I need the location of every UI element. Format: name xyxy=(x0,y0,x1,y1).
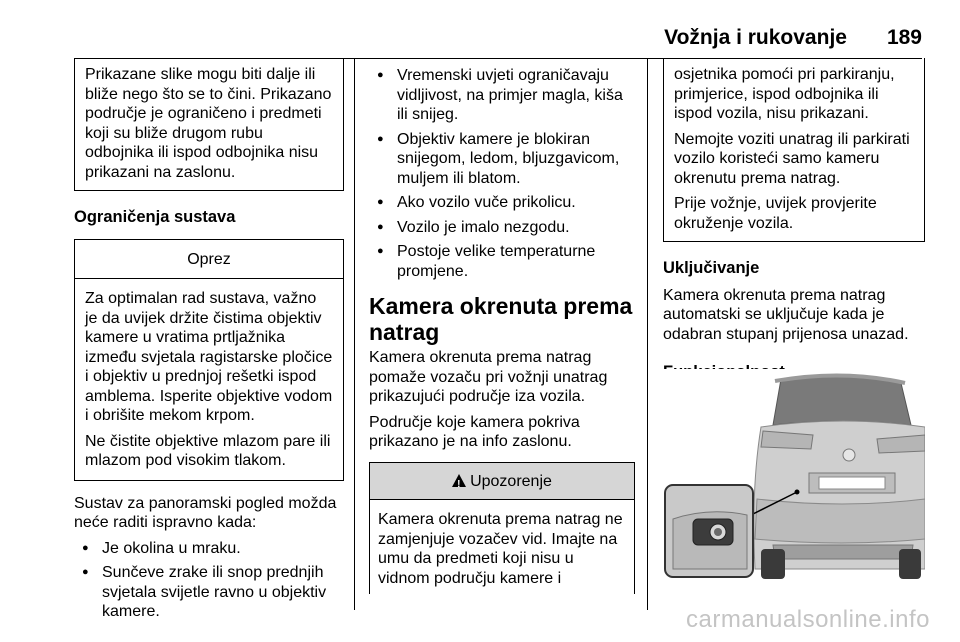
warning-continued-box xyxy=(663,58,925,242)
heading-rear-camera: Kamera okrenuta prema natrag xyxy=(369,293,633,345)
section-title: Vožnja i rukovanje xyxy=(664,26,847,49)
body-text: Kamera okrenuta prema natrag pomaže vozaču pri vožnji unatrag prikazujući područje iza vozila. xyxy=(369,349,608,405)
column-divider xyxy=(647,58,648,610)
caution-title: Oprez xyxy=(75,240,343,280)
list-item: ● Sunčeve zrake ili snop prednjih svjetala svijetle ravno u objektiv kamere. xyxy=(74,563,344,622)
note-box xyxy=(74,58,344,191)
heading-system-limits: Ograničenja sustava xyxy=(74,208,236,226)
column-divider xyxy=(354,58,355,610)
warning-box xyxy=(369,462,635,595)
warning-header xyxy=(370,463,634,501)
list-item: ● Postoje velike temperaturne promjene. xyxy=(369,242,635,281)
caution-text: Ne čistite objektive mlazom pare ili mlazom pod visokim tlakom. xyxy=(85,432,331,469)
bullet-list xyxy=(369,66,635,281)
box-text: Nemojte voziti unatrag ili parkirati vozilo koristeći samo kameru okrenutu prema natrag. xyxy=(674,130,910,187)
list-item: ● Ako vozilo vuče prikolicu. xyxy=(369,193,635,213)
body-text: Područje koje kamera pokriva prikazano je na info zaslonu. xyxy=(369,413,580,450)
rear-camera-illustration xyxy=(663,369,925,581)
intro-text: Sustav za panoramski pogled možda neće raditi ispravno kada: xyxy=(74,494,337,531)
list-item: ● Je okolina u mraku. xyxy=(74,539,344,559)
page-header xyxy=(664,26,922,50)
column-left xyxy=(74,58,344,627)
caution-box xyxy=(74,239,344,481)
warning-icon xyxy=(452,474,466,487)
box-text: osjetnika pomoći pri parkiranju, primjerice, ispod odbojnika ili ispod vozila, nisu prikazani. xyxy=(674,66,895,122)
list-item: ● Vremenski uvjeti ograničavaju vidljivost, na primjer magla, kiša ili snijeg. xyxy=(369,66,635,125)
column-right xyxy=(663,58,925,383)
warning-title: Upozorenje xyxy=(470,472,552,490)
body-text: Kamera okrenuta prema natrag automatski se uključuje kada je odabran stupanj prijenosa unazad. xyxy=(663,286,909,343)
list-item: ● Vozilo je imalo nezgodu. xyxy=(369,218,635,238)
note-text: Prikazane slike mogu biti dalje ili bliže nego što se to čini. Prikazano područje je ograničeno i predmeti koji su bliže drugom rubu odbojnika ili ispod odbojnika nisu prikazani na zaslonu. xyxy=(85,66,332,181)
bullet-list xyxy=(74,539,344,622)
list-item: ● Objektiv kamere je blokiran snijegom, ledom, bljuzgavicom, muljem ili blatom. xyxy=(369,130,635,189)
caution-text: Za optimalan rad sustava, važno je da uvijek držite čistima objektiv kamere u vratima prtljažnika između svjetala ragistarske pločice i objektiv u prednjoj rešetki ispod amblema. Isperite objektive vodom i obrišite mekom krpom. xyxy=(85,290,333,424)
page-number: 189 xyxy=(886,26,922,49)
warning-text: Kamera okrenuta prema natrag ne zamjenjuje vozačev vid. Imajte na umu da predmeti koji nisu u vidnom području kamere i xyxy=(378,511,623,587)
column-middle xyxy=(369,58,635,594)
heading-activation: Uključivanje xyxy=(663,259,760,277)
box-text: Prije vožnje, uvijek provjerite okruženje vozila. xyxy=(674,195,877,232)
watermark: carmanualsonline.info xyxy=(686,606,930,633)
